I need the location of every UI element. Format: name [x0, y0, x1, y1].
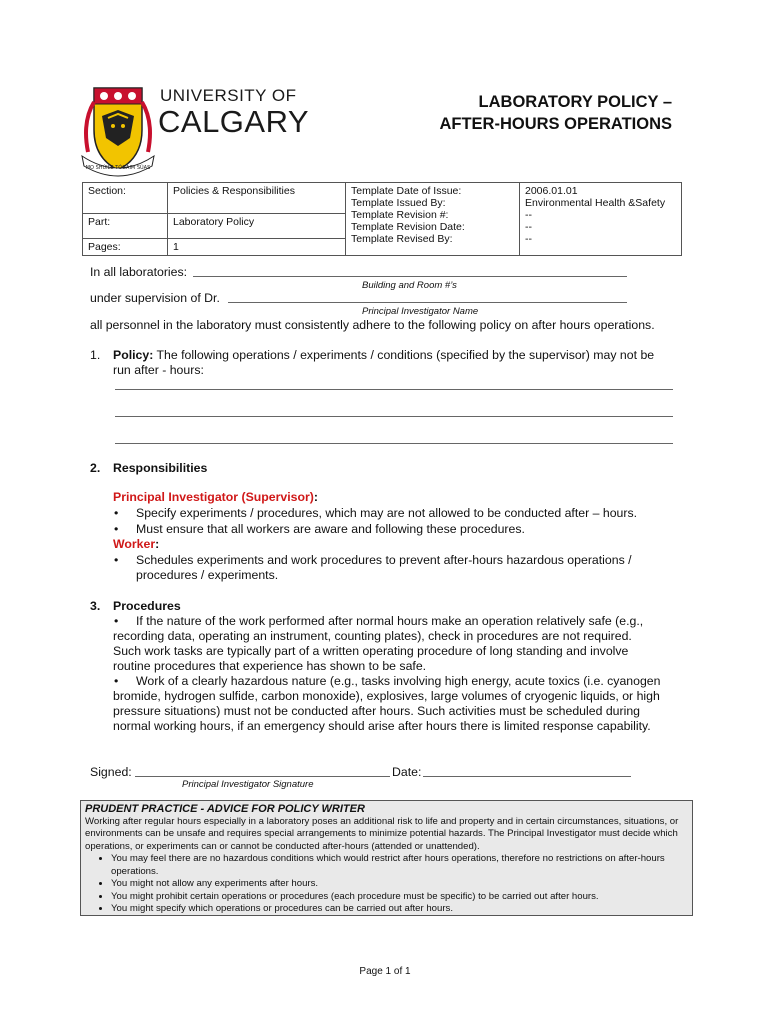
list-item-continuation: procedures / experiments. — [136, 568, 279, 582]
date-label: Date: — [392, 765, 422, 779]
document-title — [439, 91, 672, 135]
list-item: • You might specify which operations or procedures can be carried out after hours. — [111, 903, 688, 916]
building-room-caption: Building and Room #’s — [362, 280, 457, 291]
list-item: • Specify experiments / procedures, which may are not allowed to be conducted after – hours. — [114, 506, 638, 520]
list-item: • Schedules experiments and work procedures to prevent after-hours hazardous operations / — [114, 553, 632, 567]
part-label: Part: — [83, 214, 168, 239]
date-field[interactable] — [423, 763, 631, 777]
responsibilities-heading: Responsibilities — [113, 461, 208, 475]
procedures-number: 3. — [90, 599, 101, 613]
policy-line2: run after - hours: — [113, 363, 204, 377]
table-row — [83, 183, 682, 214]
svg-text:MO SHÚILE TÓGAIM SÚAS: MO SHÚILE TÓGAIM SÚAS — [85, 165, 151, 171]
procedures-heading: Procedures — [113, 599, 181, 613]
policy-entry-line-1[interactable] — [115, 377, 673, 390]
advice-paragraph: Working after regular hours especially in a laboratory poses an additional risk to life and property and in certain circumstances, situations, or environments can be unsafe and requires special arrangements to minimize potential hazards. The Principal Investigator must decide which operations, or experiments can or cannot be conducted after-hours (attended or unattended). — [85, 815, 679, 852]
signature-caption: Principal Investigator Signature — [182, 779, 314, 790]
policy-number: 1. — [90, 348, 101, 362]
university-logo — [78, 82, 310, 182]
pi-name-field[interactable] — [228, 289, 627, 303]
procedure-line: recording data, operating an instrument, counting plates), check in procedures are not required. — [113, 629, 632, 643]
procedure-line: • Work of a clearly hazardous nature (e.g., tasks involving high energy, acute toxics (i.e. cyanogen — [114, 674, 661, 688]
template-info-table — [82, 182, 682, 256]
bullet-icon: • — [114, 614, 119, 628]
pages-label: Pages: — [83, 239, 168, 256]
labs-label: In all laboratories: — [90, 265, 188, 279]
worker-responsibility-heading: Worker: — [113, 537, 160, 551]
procedure-line: • If the nature of the work performed after normal hours make an operation relatively safe (e.g., — [114, 614, 644, 628]
signed-label: Signed: — [90, 765, 132, 779]
policy-entry-line-3[interactable] — [115, 431, 673, 444]
policy-label: Policy: — [113, 348, 154, 362]
template-meta-values: 2006.01.01 Environmental Health &Safety -- -- -- — [520, 183, 682, 256]
procedure-line: bromide, hydrogen sulfide, carbon monoxide), explosives, large volumes of cryogenic liquids, or high — [113, 689, 660, 703]
logo-wordmark-calgary: CALGARY — [158, 104, 310, 139]
pi-name-caption: Principal Investigator Name — [362, 306, 479, 317]
signature-field[interactable] — [135, 763, 390, 777]
policy-statement: all personnel in the laboratory must consistently adhere to the following policy on after hours operations. — [90, 318, 655, 332]
policy-entry-line-2[interactable] — [115, 404, 673, 417]
procedure-line: Such work tasks are typically part of a written operating procedure of long standing and involve — [113, 644, 629, 658]
advice-heading: PRUDENT PRACTICE - ADVICE FOR POLICY WRITER — [85, 803, 365, 815]
pages-value: 1 — [168, 239, 346, 256]
bullet-icon: • — [114, 674, 119, 688]
document-title-line2: AFTER-HOURS OPERATIONS — [439, 115, 672, 133]
page-number: Page 1 of 1 — [359, 966, 411, 977]
section-value: Policies & Responsibilities — [168, 183, 346, 214]
pi-responsibility-heading: Principal Investigator (Supervisor): — [113, 490, 319, 504]
section-label: Section: — [83, 183, 168, 214]
list-item: • You might prohibit certain operations or procedures (each procedure must be specific) to be carried out after hours. — [111, 891, 688, 904]
template-meta-labels: Template Date of Issue: Template Issued By: Template Revision #: Template Revision Date: Template Revised By: — [346, 183, 520, 256]
university-crest-icon — [78, 82, 158, 182]
advice-list — [85, 853, 688, 916]
procedure-line: normal working hours, if an emergency should arise after hours there is limited response capability. — [113, 719, 651, 733]
bullet-icon: • — [114, 522, 119, 536]
procedure-line: pressure situations) must not be conducted after hours. Such activities must be scheduled during — [113, 704, 641, 718]
procedure-line: routine procedures that experience has shown to be safe. — [113, 659, 427, 673]
list-item: • You may feel there are no hazardous conditions which would restrict after hours operations, therefore no restrictions on after-hours operations. — [111, 853, 688, 878]
policy-line1: Policy: The following operations / experiments / conditions (specified by the supervisor) may not be — [113, 348, 655, 362]
list-item: • You might not allow any experiments after hours. — [111, 878, 688, 891]
bullet-icon: • — [114, 506, 119, 520]
responsibilities-number: 2. — [90, 461, 101, 475]
supervision-label: under supervision of Dr. — [90, 291, 220, 305]
bullet-icon: • — [114, 553, 119, 567]
building-room-field[interactable] — [193, 263, 627, 277]
list-item: • Must ensure that all workers are aware and following these procedures. — [114, 522, 525, 536]
logo-wordmark-university-of: UNIVERSITY OF — [160, 86, 297, 105]
document-title-line1: LABORATORY POLICY – — [478, 93, 672, 111]
part-value: Laboratory Policy — [168, 214, 346, 239]
policy-writer-advice-box — [80, 800, 693, 916]
